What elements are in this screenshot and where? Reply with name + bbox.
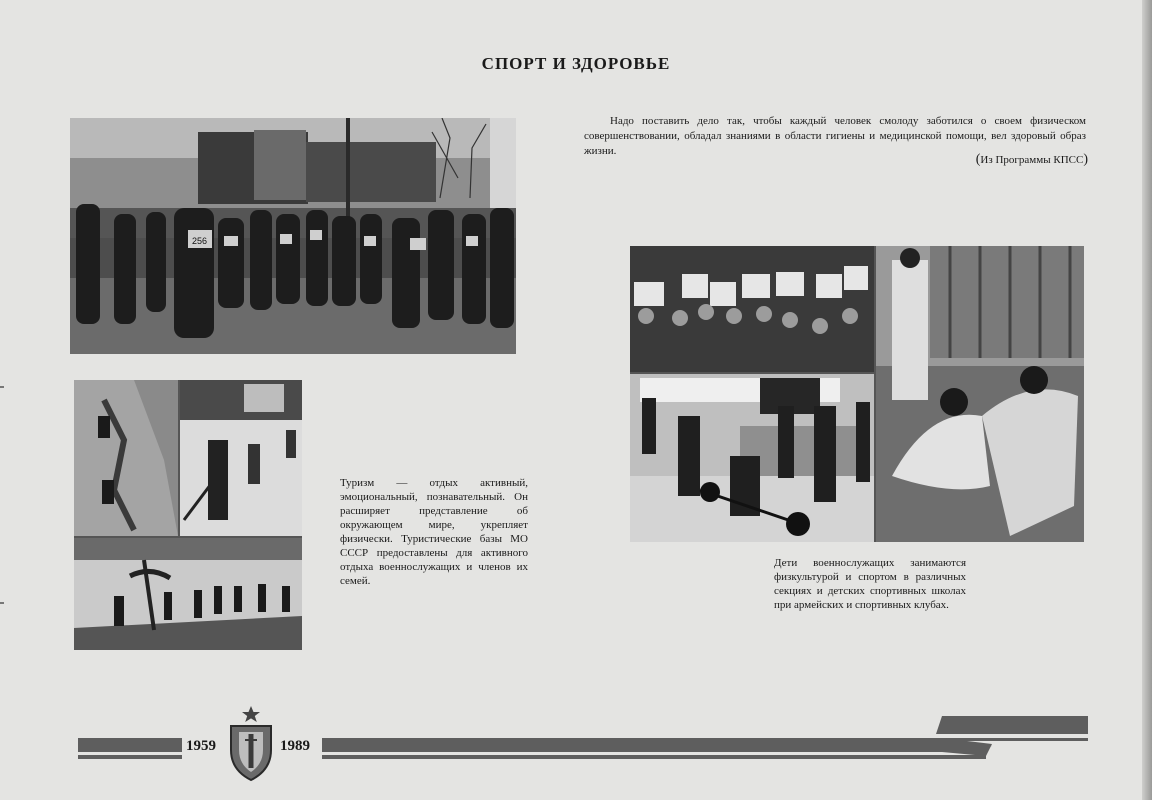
footer-flag-banner [936, 714, 1092, 760]
footer-stripe-main-thin [322, 755, 986, 759]
page-title: СПОРТ И ЗДОРОВЬЕ [481, 54, 671, 73]
shield-emblem-icon [227, 706, 275, 782]
footer-stripe-left-thin [78, 755, 182, 759]
edge-mark [0, 386, 4, 388]
footer-year-start: 1959 [186, 738, 216, 754]
tourism-collage-photo [74, 380, 302, 650]
children-sports-photo [630, 246, 1084, 542]
page-edge [1142, 0, 1152, 800]
footer-stripe-main [322, 738, 942, 752]
children-caption: Дети военнослужащих занимаются физкультурой и спортом в различных секциях и детских спортивных школах при армейских и спортивных клубах. [774, 557, 966, 611]
quote-text: Надо поставить дело так, чтобы каждый человек смолоду заботился о своем физическом совершенствовании, обладал знаниями в области гигиены и медицинской помощи, вел здоровый образ жизни. [584, 115, 1086, 157]
tourism-caption: Туризм — отдых активный, эмоциональный, познавательный. Он расширяет представление об окружающем мире, укрепляет физически. Туристические базы МО СССР предоставлены для активного отдыха военнослужащих и членов их семей. [340, 477, 528, 587]
edge-mark [0, 602, 4, 604]
footer-stripe-left [78, 738, 182, 752]
runner-bib-number: 256 [192, 236, 208, 246]
marathon-photo [70, 118, 516, 354]
quote-source: (Из Программы КПСС) [975, 152, 1088, 167]
quote-source-text: Из Программы КПСС [980, 154, 1084, 166]
footer-year-end: 1989 [280, 738, 310, 754]
